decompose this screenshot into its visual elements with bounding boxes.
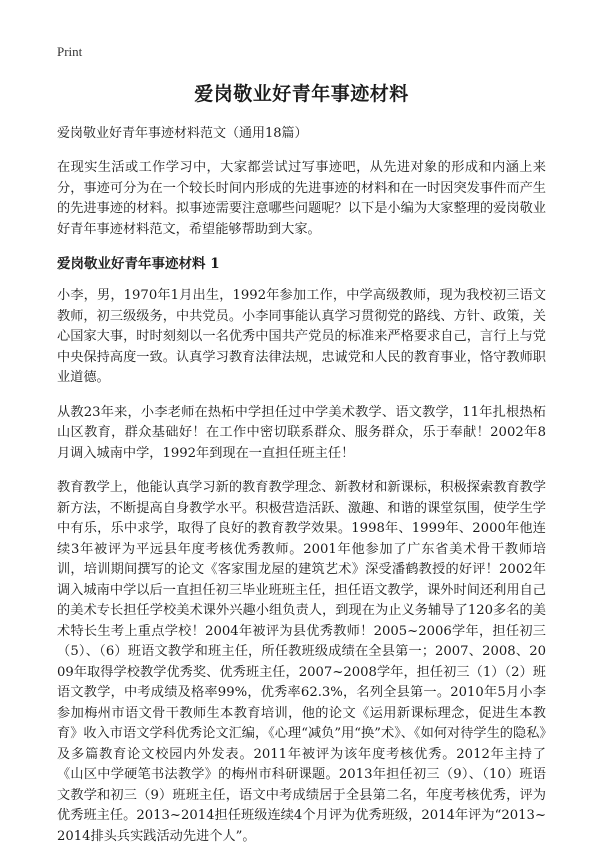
body-paragraph-1: 小李，男，1970年1月出生，1992年参加工作，中学高级教师，现为我校初三语文教师，初三级级务，中共党员。小李同事能认真学习贯彻党的路线、方针、政策，关心国家大事，时时刻刻以一名优秀中国共产党员的标准来严格要求自己，言行上与党中央保持高度一致。认真学习教育法律法规，忠诚党和人民的教育事业，恪守教师职业道德。 (57, 288, 546, 385)
intro-paragraph: 在现实生活或工作学习中，大家都尝试过写事迹吧，从先进对象的形成和内涵上来分，事迹可分为在一个较长时间内形成的先进事迹的材料和在一时因突发事件而产生的先进事迹的材料。拟事迹需要注意哪些问题呢？以下是小编为大家整理的爱岗敬业好青年事迹材料范文，希望能够帮助到大家。 (57, 160, 546, 237)
body-paragraph-3: 教育教学上，他能认真学习新的教育教学理念、新教材和新课标，积极探索教育教学新方法，不断提高自身教学水平。积极营造活跃、激趣、和谐的课堂氛围，使学生学中有乐，乐中求学，取得了良好的教育教学效果。1998年、1999年、2000年他连续3年被评为平远县年度考核优秀教师。2001年他参加了广东省美术骨干教师培训，培训期间撰写的论文《客家围龙屋的建筑艺术》深受潘鹤教授的好评！2002年调入城南中学以后一直担任初三毕业班班主任，担任语文教学，课外时间还利用自己的美术专长担任学校美术课外兴趣小组负责人，到现在为止义务辅导了120多名的美术特长生考上重点学校！2004年被评为县优秀教师！2005~2006学年，担任初三（5）、（6）班语文教学和班主任，所任教班级成绩在全县第一；2007、2008、2009年取得学校教学优秀奖、优秀班主任，2007~2008学年，担任初三（1）（2）班语文教学，中考成绩及格率99%，优秀率62.3%，名列全县第一。2010年5月小李参加梅州市语文骨干教师生本教育培训，他的论文《运用新课标理念，促进生本教育》收入市语文学科优秀论文汇编，《心理“减负”用“换”术》、《如何对待学生的隐私》及多篇教育论文校园内外发表。2011年被评为该年度考核优秀。2012年主持了《山区中学硬笔书法教学》的梅州市科研课题。2013年担任初三（9）、（10）班语文教学和初三（9）班班主任，语文中考成绩居于全县第二名，年度考核优秀，评为优秀班主任。2013~2014担任班级连续4个月评为优秀班级，2014年评为“2013~2014排头兵实践活动先进个人”。 (57, 480, 546, 844)
page-title: 爱岗敬业好青年事迹材料 (194, 83, 409, 105)
section-heading: 爱岗敬业好青年事迹材料 1 (57, 256, 220, 272)
document-subtitle: 爱岗敬业好青年事迹材料范文（通用18篇） (57, 126, 308, 141)
print-link[interactable]: Print (57, 44, 83, 59)
body-paragraph-2: 从教23年来，小李老师在热柘中学担任过中学美术教学、语文教学，11年扎根热柘山区教育，群众基础好！在工作中密切联系群众、服务群众，乐于奉献！2002年8月调入城南中学，1992年到现在一直担任班主任！ (57, 404, 546, 461)
